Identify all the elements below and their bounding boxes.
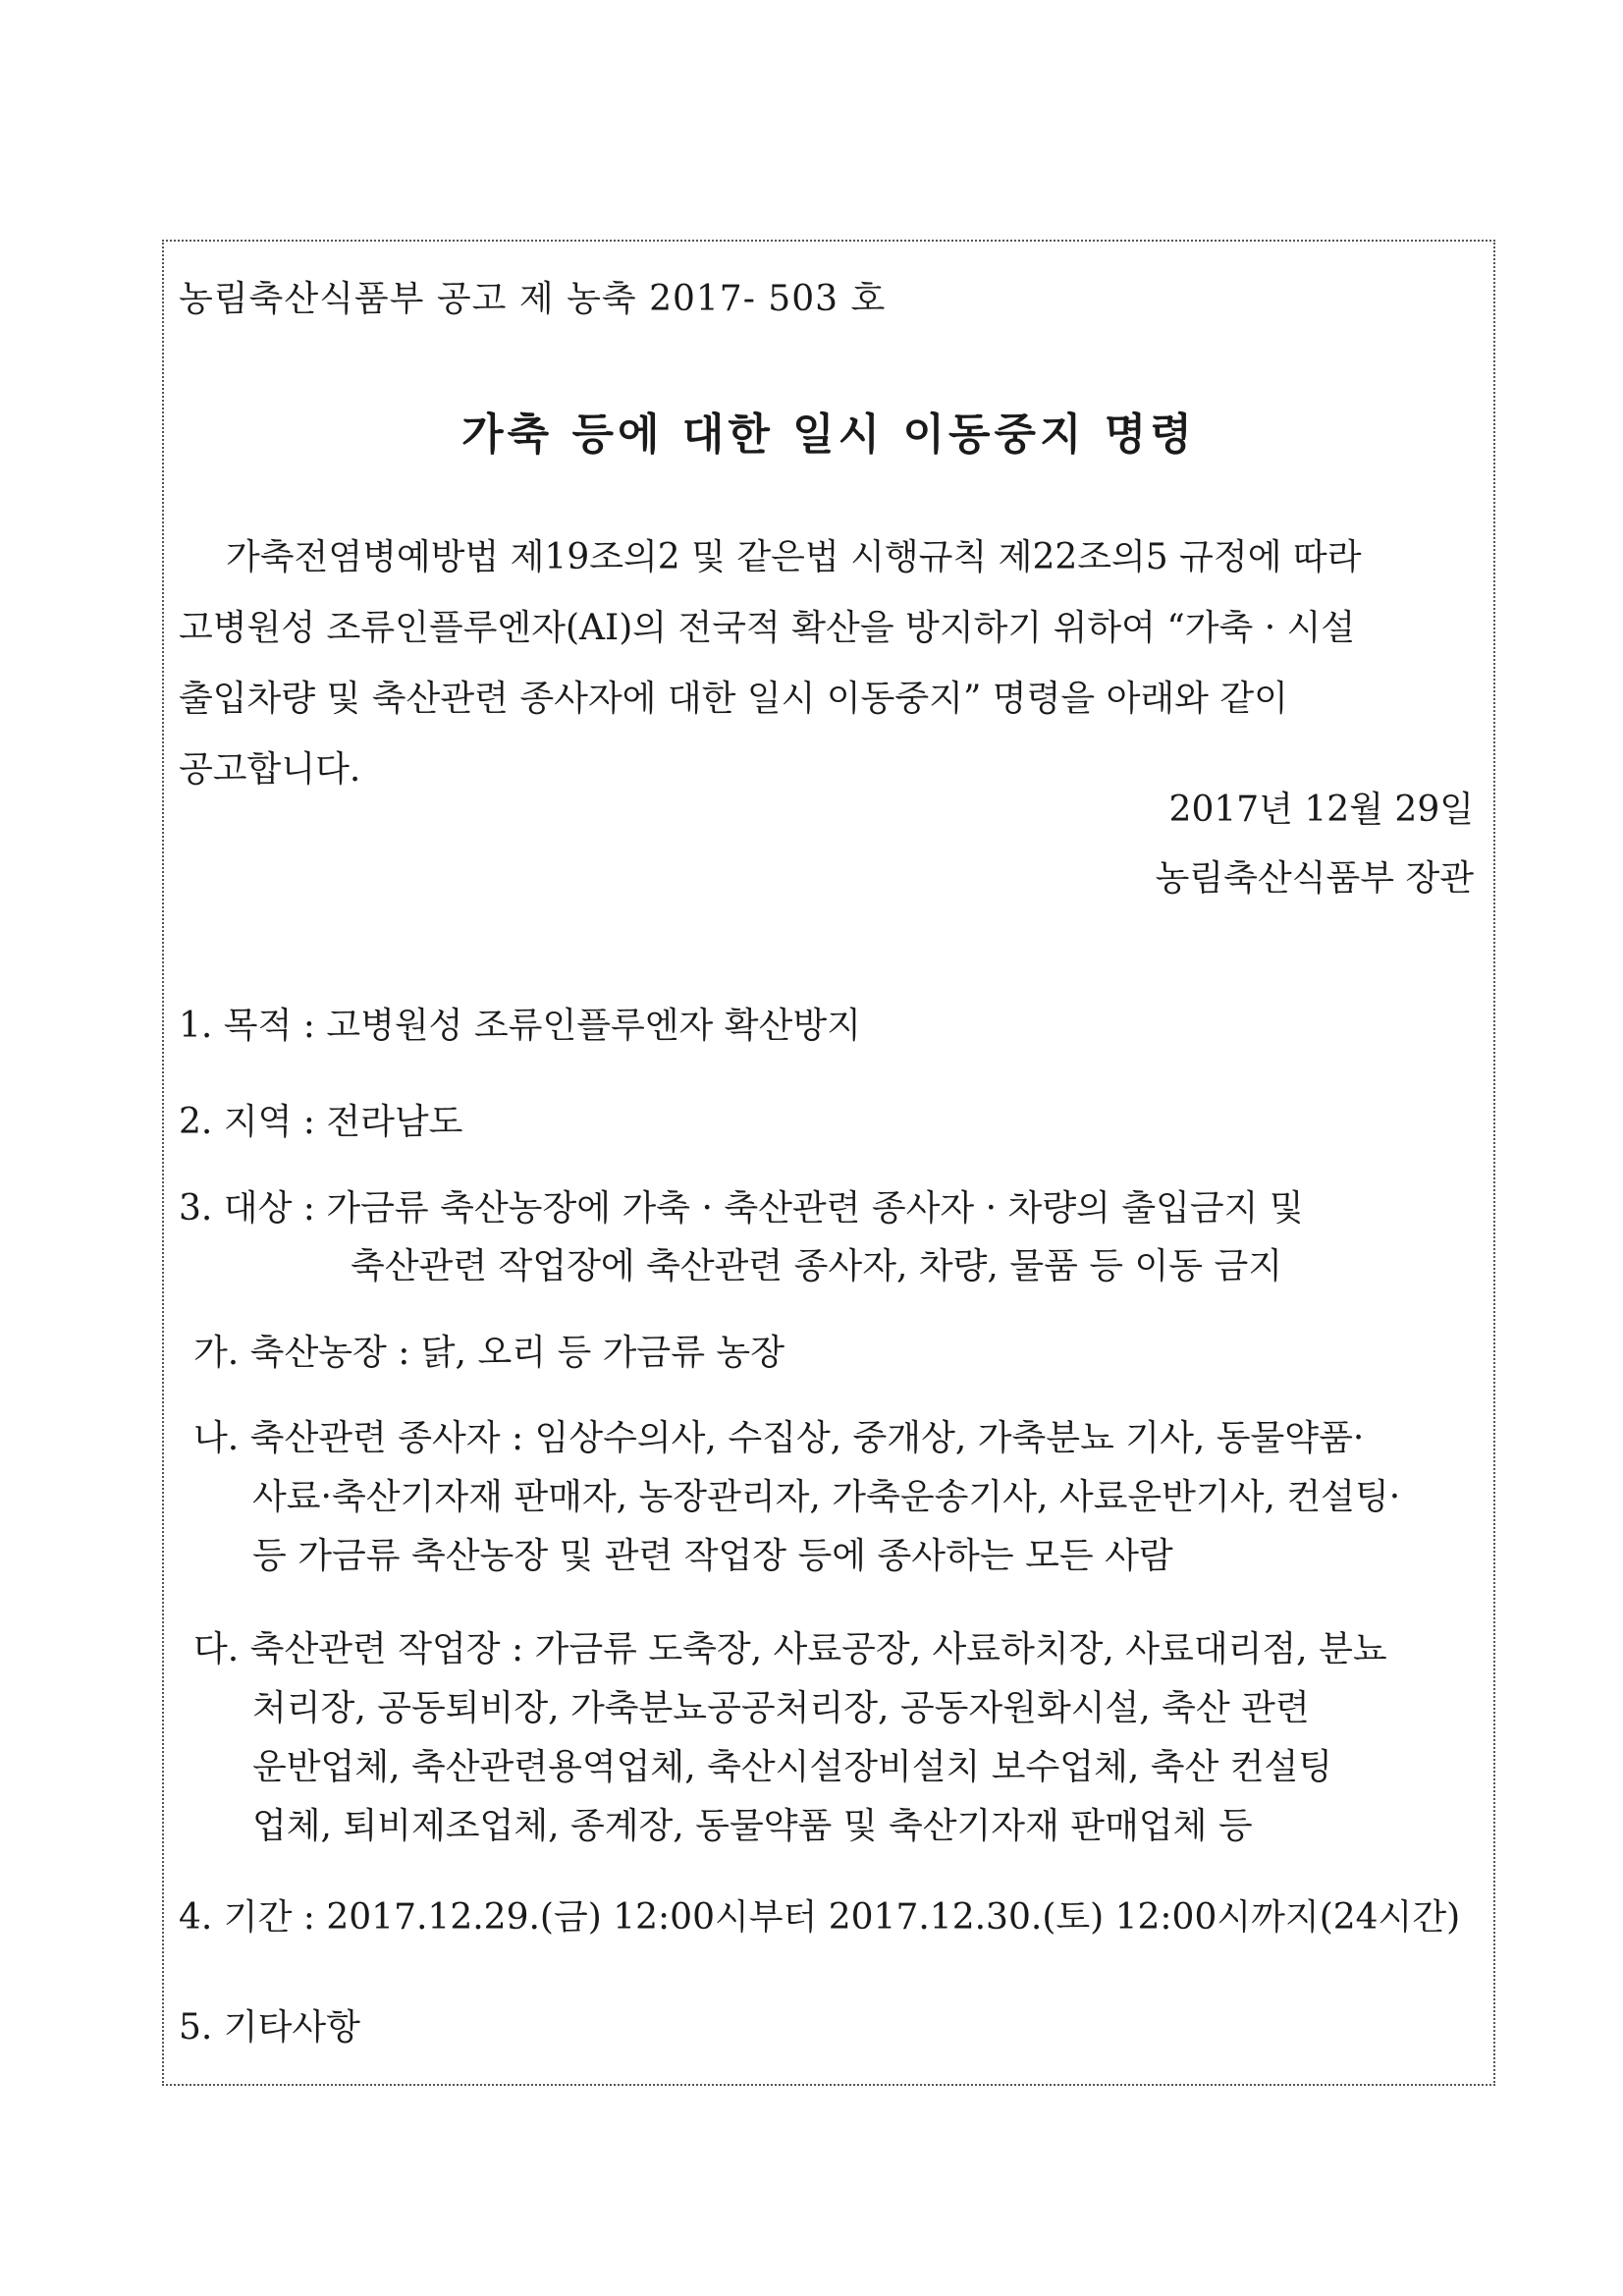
sub-item-workplaces-continuation: 업체, 퇴비제조업체, 종계장, 동물약품 및 축산기자재 판매업체 등 [252,1806,1253,1846]
sub-item-workers-continuation: 사료·축산기자재 판매자, 농장관리자, 가축운송기사, 사료운반기사, 컨설팅· [252,1477,1401,1517]
intro-line: 출입차량 및 축산관련 종사자에 대한 일시 이동중지” 명령을 아래와 같이 [179,679,1288,719]
sub-item-workplaces-continuation: 운반업체, 축산관련용역업체, 축산시설장비설치 보수업체, 축산 컨설팅 [252,1747,1333,1787]
sub-item-workers-continuation: 등 가금류 축산농장 및 관련 작업장 등에 종사하는 모든 사람 [252,1536,1173,1576]
sub-item-workplaces-continuation: 처리장, 공동퇴비장, 가축분뇨공공처리장, 공동자원화시설, 축산 관련 [252,1688,1310,1728]
item-target: 3. 대상 : 가금류 축산농장에 가축 · 축산관련 종사자 · 차량의 출입금지 및 [179,1188,1304,1229]
item-other: 5. 기타사항 [179,2007,360,2048]
item-purpose: 1. 목적 : 고병원성 조류인플루엔자 확산방지 [179,1006,861,1046]
sub-item-farm: 가. 축산농장 : 닭, 오리 등 가금류 농장 [193,1333,784,1373]
item-region: 2. 지역 : 전라남도 [179,1102,463,1142]
notice-title: 가축 등에 대한 일시 이동중지 명령 [461,410,1196,460]
intro-line: 가축전염병예방법 제19조의2 및 같은법 시행규칙 제22조의5 규정에 따라 [226,537,1362,577]
notice-number: 농림축산식품부 공고 제 농축 2017- 503 호 [179,279,887,319]
intro-line: 공고합니다. [179,749,361,790]
intro-paragraph [179,522,1483,805]
sub-item-workers: 나. 축산관련 종사자 : 임상수의사, 수집상, 중개상, 가축분뇨 기사, 동물약품· [193,1418,1365,1458]
item-period: 4. 기간 : 2017.12.29.(금) 12:00시부터 2017.12.30.(토) 12:00시까지(24시간) [179,1897,1461,1938]
item-target-continuation: 축산관련 작업장에 축산관련 종사자, 차량, 물품 등 이동 금지 [351,1246,1283,1286]
issuer: 농림축산식품부 장관 [1155,858,1474,899]
intro-line: 고병원성 조류인플루엔자(AI)의 전국적 확산을 방지하기 위하여 “가축 · 시설 [179,608,1356,648]
notice-date: 2017년 12월 29일 [1168,790,1474,830]
sub-item-workplaces: 다. 축산관련 작업장 : 가금류 도축장, 사료공장, 사료하치장, 사료대리점, 분뇨 [193,1629,1387,1669]
notice-frame [162,240,1495,2086]
